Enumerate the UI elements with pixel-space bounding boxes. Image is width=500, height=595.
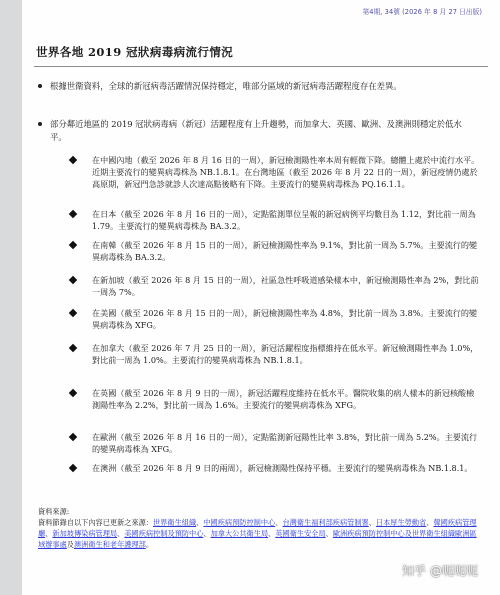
region-item-korea [92,240,482,264]
source-link-us-cdc[interactable]: 美國疾病控制及預防中心 [124,529,204,538]
source-link-australia-health[interactable]: 澳洲衛生和老年護理部 [73,540,146,549]
document-page [22,0,500,595]
diamond-bullet-icon [69,241,77,249]
region-text: 在南韓（截至 2026 年 8 月 15 日的一周），新冠檢測陽性率為 9.1%，對比前一周為 5.7%。主要流行的變異病毒株為 BA.3.2。 [92,240,478,262]
source-separator: 、 [268,529,276,538]
region-text: 在英國（截至 2026 年 8 月 9 日的一周），新冠活躍程度維持在低水平。醫院收集的病人樣本的新冠核酸檢測陽性率為 2.2%，對比前一周為 1.6%。主要流行的變異病毒株為 XFG。 [92,388,475,410]
issue-line: 第4期, 34號 (2026 年 8 月 27 日出版) [362,8,482,16]
source-link-uk-hsa[interactable]: 英國衛生安全局 [275,529,326,538]
diamond-bullet-icon [69,309,77,317]
diamond-bullet-icon [69,156,77,164]
bullet-dot [38,84,42,88]
sources-intro: 資料節錄自以下內容已更新之來源： [38,518,154,527]
source-separator: 、 [426,518,434,527]
source-link-taiwan-cdc[interactable]: 台灣衛生福利部疾病管制署 [282,518,369,527]
region-item-japan [92,209,482,233]
source-link-who[interactable]: 世界衛生組織 [153,518,197,527]
source-link-canada-phac[interactable]: 加拿大公共衛生局 [210,529,269,538]
bullet-nearby [50,118,470,143]
source-separator: 、 [45,529,53,538]
source-separator: 、 [196,518,204,527]
region-text: 在中國內地（截至 2026 年 8 月 16 日的一周），新冠檢測陽性率本周有輕微下降。總體上處於中流行水平。近期主要流行的變異病毒株為 NB.1.8.1。在台灣地區（截至 2026 年 8 月 22 日的一周），新冠疫情仍處於高原期，新冠門急診就診人次達高點後略有下降。主要流行的變異病毒株為 PQ.16.1.1。 [92,155,480,189]
source-separator: 及 [66,540,74,549]
region-item-australia [92,463,482,475]
sources-heading: 資料來源: [38,507,70,516]
source-separator: 、 [203,529,211,538]
source-separator: 、 [275,518,283,527]
region-item-uk [92,388,482,412]
source-link-ecdc-who-europe[interactable]: 歐洲疾病預防控制中心及世界衛生組織歐洲區域辦事處 [38,529,477,549]
region-text: 在日本（截至 2026 年 8 月 16 日的一周），定點監測單位呈報的新冠病例平均數目為 1.12，對比前一周為 1.79。主要流行的變異病毒株為 BA.3.2。 [92,209,476,231]
diamond-bullet-icon [69,276,77,284]
bullet-global [50,80,470,93]
region-item-europe [92,432,482,456]
source-link-korea-kdca[interactable]: 韓國疾病管理廳 [38,518,477,538]
source-separator: 。 [145,540,154,549]
diamond-bullet-icon [69,344,77,352]
region-item-china [92,155,482,190]
watermark: 知乎 @呃呃呃 [402,564,478,578]
sources-block [38,506,483,550]
bullet-dot [38,122,42,126]
source-separator: 、 [325,529,333,538]
diamond-bullet-icon [69,433,77,441]
title-divider [34,66,488,67]
region-text: 在歐洲（截至 2026 年 8 月 16 日的一周），定點監測新冠陽性比率 3.8%，對比前一周為 5.2%。主要流行的變異病毒株為 XFG。 [92,432,478,454]
source-link-japan-mhlw[interactable]: 日本厚生勞動省 [375,518,427,527]
source-link-china-cdc[interactable]: 中國疾病預防控制中心 [203,518,276,527]
sources-list [38,517,483,550]
source-link-singapore-cda[interactable]: 新加坡傳染病管理局 [52,529,118,538]
source-separator: 、 [117,529,125,538]
source-separator: 、 [368,518,376,527]
diamond-bullet-icon [69,389,77,397]
bullet-text: 根據世衛資料，全球的新冠病毒活躍情況保持穩定，唯部分區域的新冠病毒活躍程度存在差異。 [50,81,402,91]
bullet-text: 部分鄰近地區的 2019 冠狀病毒病（新冠）活躍程度有上升趨勢，而加拿大、英國、歐洲、及澳洲則穩定於低水平。 [50,119,462,142]
region-item-singapore [92,275,482,299]
region-item-canada [92,343,482,367]
diamond-bullet-icon [69,210,77,218]
region-text: 在加拿大（截至 2026 年 7 月 25 日的一周），新冠活躍程度指標維持在低水平。新冠檢測陽性率為 1.0%，對比前一周為 1.0%。主要流行的變異病毒株為 NB.1.8.1。 [92,343,479,365]
region-text: 在新加坡（截至 2026 年 8 月 15 日的一周），社區急性呼吸道感染樣本中，新冠檢測陽性率為 2%，對比前一周為 7%。 [92,275,479,297]
page-title: 世界各地 2019 冠狀病毒病流行情況 [36,45,234,59]
region-item-usa [92,308,482,332]
region-text: 在澳洲（截至 2026 年 8 月 9 日的兩周），新冠檢測陽性保持平穩。主要流行的變異病毒株為 NB.1.8.1。 [92,463,473,473]
region-text: 在美國（截至 2026 年 8 月 15 日的一周），新冠檢測陽性率為 4.8%，對比前一周為 3.8%。主要流行的變異病毒株為 XFG。 [92,308,478,330]
diamond-bullet-icon [69,464,77,472]
